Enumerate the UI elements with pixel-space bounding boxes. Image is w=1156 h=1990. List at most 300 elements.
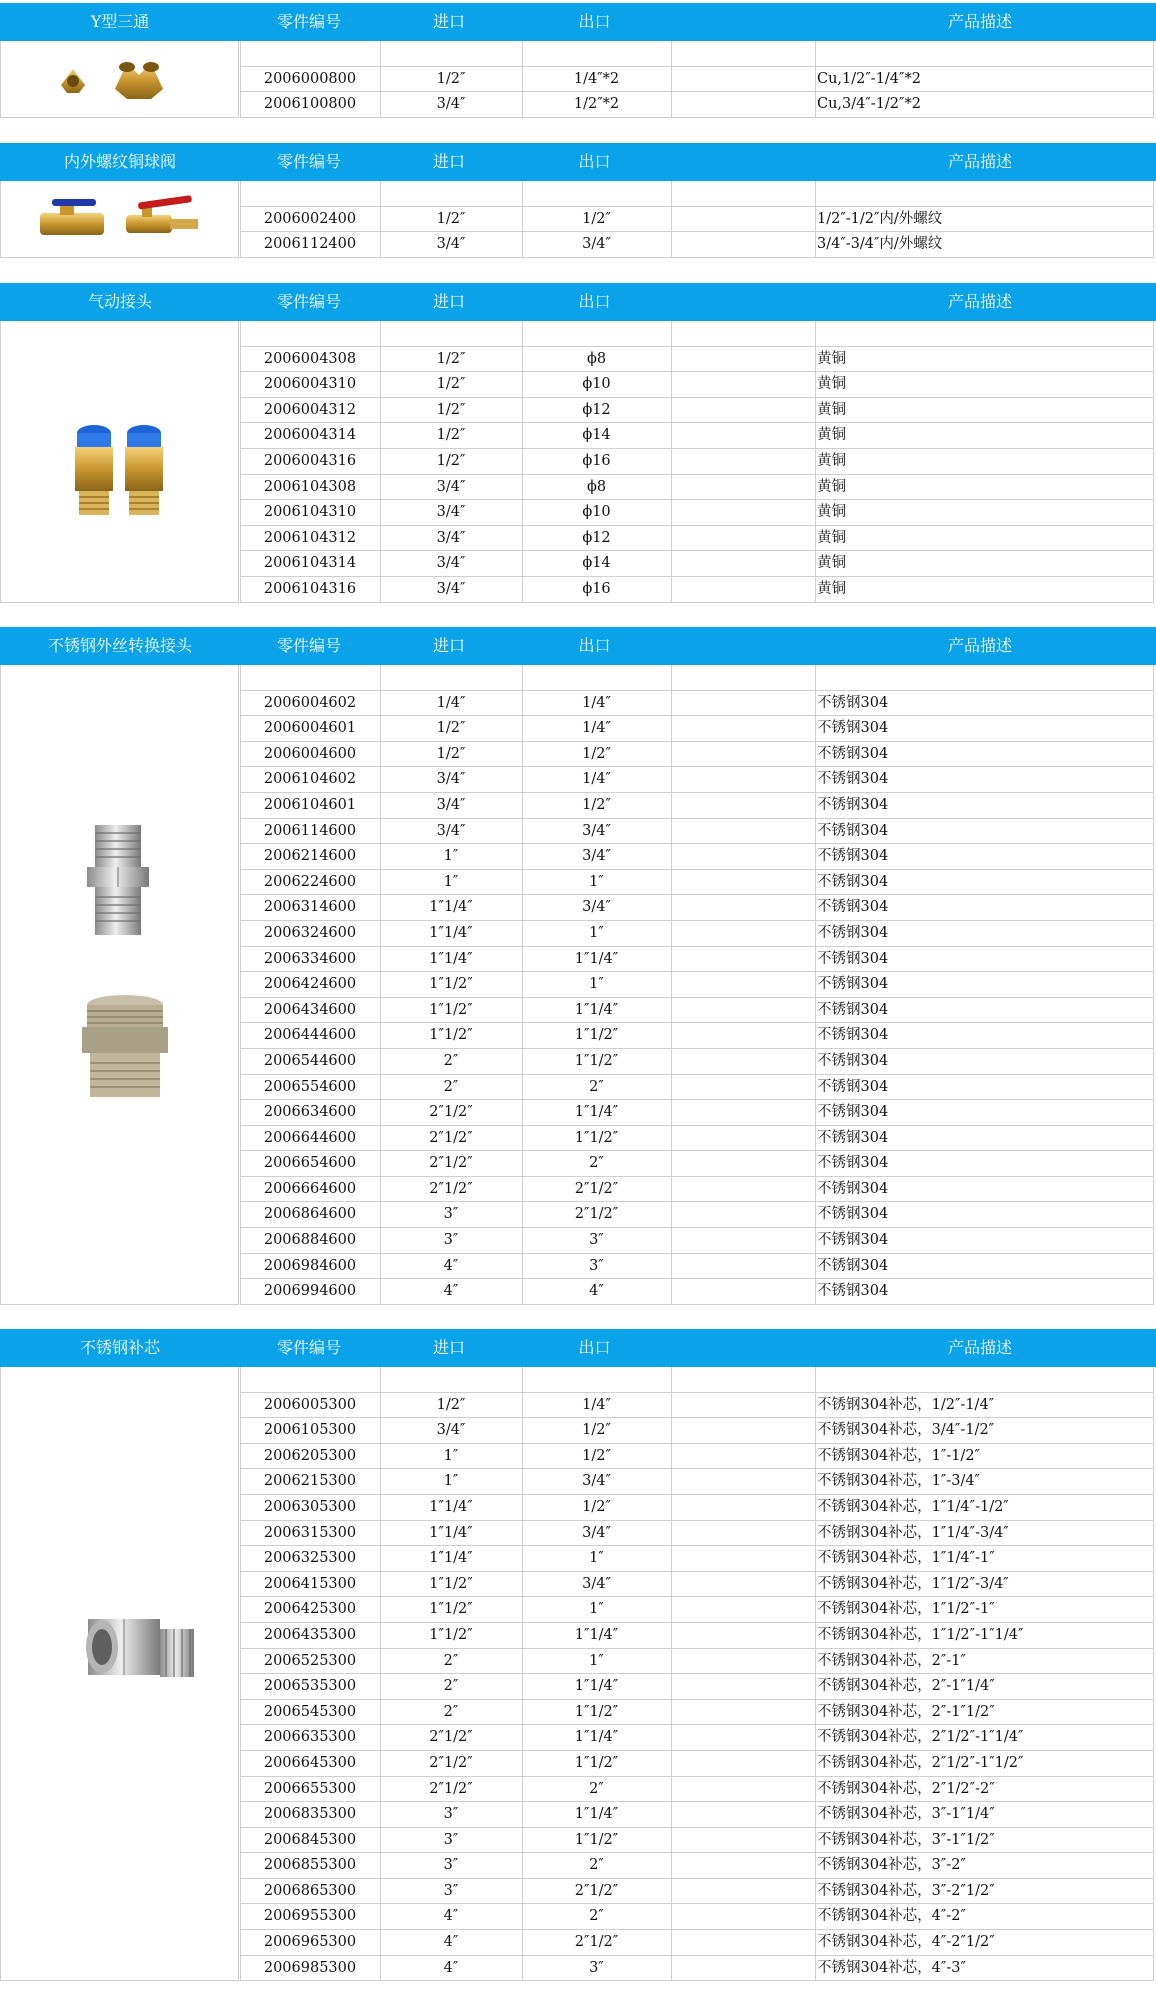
product-description: 不锈钢304 [817, 796, 889, 813]
product-description: 不锈钢304补芯，4″-2″1/2″ [817, 1934, 995, 1951]
category-title: 气动接头 [87, 292, 152, 311]
part-number: 2006004310 [263, 376, 357, 393]
outlet-size: 2″1/2″ [574, 1180, 619, 1197]
table-row [241, 1177, 1153, 1203]
outlet-size: 1″1/2″ [574, 1129, 619, 1146]
inlet-size: 2″ [443, 1652, 459, 1669]
inlet-size: 4″ [443, 1257, 459, 1274]
table-row [241, 1930, 1153, 1956]
inlet-size: 2″ [443, 1052, 459, 1069]
outlet-size: 3/4″ [582, 899, 611, 916]
inlet-size: 1″1/4″ [429, 1550, 473, 1567]
table-row [241, 551, 1153, 577]
part-number: 2006104310 [263, 504, 357, 521]
product-description: 不锈钢304 [817, 1206, 889, 1223]
part-number: 2006005300 [263, 1396, 357, 1413]
product-description: 不锈钢304 [817, 1232, 889, 1249]
table-row [241, 793, 1153, 819]
inlet-size: 1″1/2″ [429, 1001, 473, 1018]
table-row [241, 947, 1153, 973]
outlet-size: ϕ14 [582, 555, 611, 572]
table-row [241, 972, 1153, 998]
inlet-size: 1/2″ [436, 70, 466, 87]
outlet-size: ϕ8 [586, 478, 607, 495]
part-number: 2006000800 [263, 70, 357, 87]
table-row [241, 1546, 1153, 1572]
outlet-size: 1/2″ [582, 1422, 611, 1439]
table-row [241, 526, 1153, 552]
part-number: 2006104316 [263, 580, 357, 597]
product-description: 不锈钢304 [817, 1104, 889, 1121]
part-number: 2006002400 [263, 210, 357, 227]
product-description: 不锈钢304补芯，4″-3″ [817, 1959, 966, 1976]
part-number: 2006325300 [263, 1550, 357, 1567]
header-outlet: 出口 [578, 12, 611, 31]
table-row [241, 475, 1153, 501]
pneumatic-fitting-icon [66, 421, 170, 521]
product-description: 黄铜 [817, 427, 846, 444]
inlet-size: 3/4″ [436, 504, 466, 521]
outlet-size: 1/4″*2 [573, 70, 620, 87]
product-description: 不锈钢304补芯，2″-1″1/4″ [817, 1678, 995, 1695]
empty-row [241, 665, 1153, 691]
product-description: 不锈钢304补芯，2″-1″1/2″ [817, 1703, 995, 1720]
outlet-size: 1″ [589, 976, 604, 993]
header-code: 零件编号 [276, 152, 341, 171]
product-description: 不锈钢304补芯，1″-3/4″ [817, 1473, 980, 1490]
outlet-size: 1″1/4″ [574, 1104, 619, 1121]
table-row [241, 1495, 1153, 1521]
inlet-size: 1/2″ [436, 427, 466, 444]
product-description: 不锈钢304 [817, 745, 889, 762]
inlet-size: 1″1/4″ [429, 950, 473, 967]
header-inlet: 进口 [432, 152, 465, 171]
outlet-size: 1/2″ [582, 796, 611, 813]
part-number: 2006004308 [263, 350, 357, 367]
part-number: 2006315300 [263, 1524, 357, 1541]
part-number: 2006994600 [263, 1283, 357, 1300]
inlet-size: 2″ [443, 1703, 459, 1720]
outlet-size: 3/4″ [582, 1473, 611, 1490]
part-number: 2006004601 [263, 720, 357, 737]
outlet-size: 1″1/4″ [574, 1001, 619, 1018]
inlet-size: 1/2″ [436, 376, 466, 393]
inlet-size: 3″ [443, 1857, 459, 1874]
stainless-bushing-icon [80, 1609, 200, 1705]
outlet-size: 1″ [589, 1550, 604, 1567]
part-number: 2006114600 [263, 822, 357, 839]
part-number: 2006955300 [263, 1908, 357, 1925]
part-number: 2006525300 [263, 1652, 357, 1669]
inlet-size: 1/2″ [436, 745, 466, 762]
product-description: 不锈钢304补芯，2″1/2″-2″ [817, 1780, 995, 1797]
part-number: 2006984600 [263, 1257, 357, 1274]
product-table [240, 181, 1154, 258]
outlet-size: ϕ12 [582, 529, 611, 546]
category-title: 内外螺纹铜球阀 [63, 152, 176, 171]
empty-row [241, 181, 1153, 207]
table-row [241, 1725, 1153, 1751]
table-row [241, 1202, 1153, 1228]
table-row [241, 895, 1153, 921]
inlet-size: 1″1/2″ [429, 1027, 473, 1044]
table-row [241, 1649, 1153, 1675]
inlet-size: 1/2″ [436, 1396, 466, 1413]
category-title: 不锈钢补芯 [79, 1338, 160, 1357]
outlet-size: 3″ [589, 1232, 604, 1249]
outlet-size: 1/4″ [582, 771, 611, 788]
inlet-size: 3/4″ [436, 822, 466, 839]
table-row [241, 1828, 1153, 1854]
product-description: 不锈钢304补芯，1″1/2″-1″1/4″ [817, 1626, 1024, 1643]
product-description: 不锈钢304补芯，1″1/4″-1″ [817, 1550, 995, 1567]
table-row [241, 1956, 1153, 1982]
table-row [241, 1049, 1153, 1075]
outlet-size: 2″ [589, 1908, 604, 1925]
product-description: Cu,1/2″-1/4″*2 [817, 70, 921, 87]
section-header [0, 1329, 1156, 1367]
header-outlet: 出口 [578, 1338, 611, 1357]
part-number: 2006214600 [263, 848, 357, 865]
part-number: 2006635300 [263, 1729, 357, 1746]
product-description: 不锈钢304 [817, 1155, 889, 1172]
outlet-size: 1/2″ [582, 1447, 611, 1464]
inlet-size: 1″ [443, 848, 459, 865]
inlet-size: 4″ [443, 1934, 459, 1951]
inlet-size: 3/4″ [436, 555, 466, 572]
outlet-size: 1″1/4″ [574, 1626, 619, 1643]
product-description: 不锈钢304 [817, 1129, 889, 1146]
outlet-size: ϕ16 [582, 580, 611, 597]
outlet-size: 1″1/4″ [574, 1806, 619, 1823]
table-row [241, 577, 1153, 603]
inlet-size: 1″1/2″ [429, 1601, 473, 1618]
table-row [241, 819, 1153, 845]
product-description: 不锈钢304 [817, 694, 889, 711]
product-description: 不锈钢304 [817, 1180, 889, 1197]
table-row [241, 716, 1153, 742]
product-description: 不锈钢304 [817, 873, 889, 890]
outlet-size: 1/2″ [582, 1498, 611, 1515]
outlet-size: 2″1/2″ [574, 1882, 619, 1899]
table-row [241, 1623, 1153, 1649]
product-description: 不锈钢304补芯，2″1/2″-1″1/2″ [817, 1754, 1024, 1771]
inlet-size: 3/4″ [436, 796, 466, 813]
table-row [241, 1879, 1153, 1905]
inlet-size: 3/4″ [436, 529, 466, 546]
product-description: 不锈钢304补芯，1″1/2″-1″ [817, 1601, 995, 1618]
part-number: 2006654600 [263, 1155, 357, 1172]
inlet-size: 3″ [443, 1232, 459, 1249]
inlet-size: 4″ [443, 1959, 459, 1976]
inlet-size: 3/4″ [436, 580, 466, 597]
outlet-size: 2″1/2″ [574, 1206, 619, 1223]
inlet-size: 1″1/4″ [429, 924, 473, 941]
outlet-size: 1″1/4″ [574, 950, 619, 967]
empty-row [241, 41, 1153, 67]
header-inlet: 进口 [432, 12, 465, 31]
header-desc: 产品描述 [947, 1338, 1012, 1357]
table-row [241, 1469, 1153, 1495]
outlet-size: 1″1/2″ [574, 1831, 619, 1848]
header-inlet: 进口 [432, 636, 465, 655]
table-row [241, 67, 1153, 93]
inlet-size: 4″ [443, 1283, 459, 1300]
table-row [241, 232, 1153, 258]
header-code: 零件编号 [276, 636, 341, 655]
product-description: 不锈钢304 [817, 899, 889, 916]
table-row [241, 1100, 1153, 1126]
table-row [241, 92, 1153, 118]
part-number: 2006845300 [263, 1831, 357, 1848]
stainless-hex-nipple-icon [83, 825, 153, 937]
part-number: 2006645300 [263, 1754, 357, 1771]
inlet-size: 1/2″ [436, 452, 466, 469]
inlet-size: 1/2″ [436, 350, 466, 367]
part-number: 2006004314 [263, 427, 357, 444]
table-row [241, 347, 1153, 373]
product-description: 不锈钢304补芯，3/4″-1/2″ [817, 1422, 995, 1439]
part-number: 2006835300 [263, 1806, 357, 1823]
part-number: 2006865300 [263, 1882, 357, 1899]
product-description: 3/4″-3/4″内/外螺纹 [817, 236, 943, 253]
product-description: 1/2″-1/2″内/外螺纹 [817, 210, 943, 227]
product-description: 黄铜 [817, 401, 846, 418]
part-number: 2006855300 [263, 1857, 357, 1874]
product-table [240, 665, 1154, 1305]
part-number: 2006655300 [263, 1780, 357, 1797]
product-description: 不锈钢304 [817, 1027, 889, 1044]
table-row [241, 1075, 1153, 1101]
inlet-size: 1″1/4″ [429, 1498, 473, 1515]
part-number: 2006112400 [263, 236, 357, 253]
section-header [0, 143, 1156, 181]
table-row [241, 1853, 1153, 1879]
table-row [241, 1904, 1153, 1930]
product-description: 黄铜 [817, 376, 846, 393]
inlet-size: 3″ [443, 1206, 459, 1223]
table-row [241, 1700, 1153, 1726]
part-number: 2006444600 [263, 1027, 357, 1044]
outlet-size: 3/4″ [582, 1524, 611, 1541]
outlet-size: 1″1/2″ [574, 1754, 619, 1771]
product-description: 不锈钢304补芯，2″1/2″-1″1/4″ [817, 1729, 1024, 1746]
table-row [241, 1751, 1153, 1777]
stainless-hex-nipple-icon [80, 995, 170, 1099]
header-inlet: 进口 [432, 1338, 465, 1357]
inlet-size: 1″1/2″ [429, 976, 473, 993]
product-description: 黄铜 [817, 350, 846, 367]
outlet-size: 1/4″ [582, 694, 611, 711]
table-row [241, 1444, 1153, 1470]
part-number: 2006545300 [263, 1703, 357, 1720]
outlet-size: 2″ [589, 1780, 604, 1797]
product-description: 不锈钢304补芯，1″-1/2″ [817, 1447, 980, 1464]
product-image-cell [0, 665, 239, 1305]
inlet-size: 1/2″ [436, 720, 466, 737]
product-description: 不锈钢304补芯，2″-1″ [817, 1652, 966, 1669]
part-number: 2006215300 [263, 1473, 357, 1490]
inlet-size: 2″1/2″ [429, 1155, 473, 1172]
table-row [241, 372, 1153, 398]
table-row [241, 1228, 1153, 1254]
inlet-size: 2″1/2″ [429, 1180, 473, 1197]
part-number: 2006884600 [263, 1232, 357, 1249]
table-row [241, 742, 1153, 768]
product-description: 不锈钢304 [817, 822, 889, 839]
product-description: 黄铜 [817, 580, 846, 597]
inlet-size: 3/4″ [436, 96, 466, 113]
section-header [0, 3, 1156, 41]
section-header [0, 283, 1156, 321]
table-row [241, 398, 1153, 424]
product-description: 不锈钢304 [817, 1257, 889, 1274]
product-description: 不锈钢304 [817, 976, 889, 993]
part-number: 2006985300 [263, 1959, 357, 1976]
category-title: Y型三通 [90, 12, 150, 31]
table-row [241, 691, 1153, 717]
table-row [241, 1521, 1153, 1547]
outlet-size: 3″ [589, 1959, 604, 1976]
part-number: 2006314600 [263, 899, 357, 916]
product-description: 黄铜 [817, 555, 846, 572]
inlet-size: 1″ [443, 1473, 459, 1490]
outlet-size: 1″ [589, 924, 604, 941]
inlet-size: 2″1/2″ [429, 1104, 473, 1121]
product-table [240, 321, 1154, 603]
part-number: 2006435300 [263, 1626, 357, 1643]
table-row [241, 207, 1153, 233]
outlet-size: 2″ [589, 1857, 604, 1874]
table-row [241, 500, 1153, 526]
outlet-size: 3/4″ [582, 848, 611, 865]
product-description: 不锈钢304补芯，3″-1″1/4″ [817, 1806, 995, 1823]
table-row [241, 1597, 1153, 1623]
outlet-size: 2″ [589, 1078, 604, 1095]
product-description: 不锈钢304补芯，4″-2″ [817, 1908, 966, 1925]
outlet-size: 1″1/4″ [574, 1678, 619, 1695]
inlet-size: 1/2″ [436, 401, 466, 418]
part-number: 2006965300 [263, 1934, 357, 1951]
inlet-size: 1/2″ [436, 210, 466, 227]
product-description: 黄铜 [817, 529, 846, 546]
table-row [241, 423, 1153, 449]
part-number: 2006425300 [263, 1601, 357, 1618]
table-row [241, 1254, 1153, 1280]
header-desc: 产品描述 [947, 636, 1012, 655]
outlet-size: 1/2″ [582, 745, 611, 762]
empty-row [241, 321, 1153, 347]
part-number: 2006535300 [263, 1678, 357, 1695]
brass-y-tee-icon [55, 55, 185, 105]
header-inlet: 进口 [432, 292, 465, 311]
header-code: 零件编号 [276, 1338, 341, 1357]
inlet-size: 3/4″ [436, 771, 466, 788]
inlet-size: 4″ [443, 1908, 459, 1925]
table-row [241, 1674, 1153, 1700]
outlet-size: ϕ10 [582, 504, 611, 521]
part-number: 2006104308 [263, 478, 357, 495]
product-description: 不锈钢304 [817, 1001, 889, 1018]
outlet-size: 1/2″ [582, 210, 611, 227]
inlet-size: 3″ [443, 1882, 459, 1899]
part-number: 2006864600 [263, 1206, 357, 1223]
product-description: 不锈钢304补芯，1″1/4″-3/4″ [817, 1524, 1009, 1541]
product-description: 不锈钢304补芯，3″-1″1/2″ [817, 1831, 995, 1848]
outlet-size: 2″1/2″ [574, 1934, 619, 1951]
brass-ball-valve-icon [34, 191, 204, 243]
outlet-size: 1″1/4″ [574, 1729, 619, 1746]
table-row [241, 1572, 1153, 1598]
table-row [241, 921, 1153, 947]
header-code: 零件编号 [276, 292, 341, 311]
inlet-size: 2″ [443, 1678, 459, 1695]
part-number: 2006434600 [263, 1001, 357, 1018]
table-row [241, 449, 1153, 475]
header-outlet: 出口 [578, 292, 611, 311]
header-outlet: 出口 [578, 636, 611, 655]
header-desc: 产品描述 [947, 152, 1012, 171]
inlet-size: 1″1/4″ [429, 899, 473, 916]
part-number: 2006104314 [263, 555, 357, 572]
product-description: 不锈钢304 [817, 950, 889, 967]
part-number: 2006554600 [263, 1078, 357, 1095]
part-number: 2006104602 [263, 771, 357, 788]
part-number: 2006004600 [263, 745, 357, 762]
part-number: 2006644600 [263, 1129, 357, 1146]
product-description: 黄铜 [817, 478, 846, 495]
inlet-size: 2″1/2″ [429, 1129, 473, 1146]
outlet-size: ϕ12 [582, 401, 611, 418]
part-number: 2006334600 [263, 950, 357, 967]
product-description: 不锈钢304 [817, 720, 889, 737]
outlet-size: 1/2″*2 [573, 96, 620, 113]
header-desc: 产品描述 [947, 292, 1012, 311]
part-number: 2006004312 [263, 401, 357, 418]
table-row [241, 1023, 1153, 1049]
table-row [241, 1802, 1153, 1828]
header-code: 零件编号 [276, 12, 341, 31]
inlet-size: 3/4″ [436, 236, 466, 253]
inlet-size: 2″1/2″ [429, 1729, 473, 1746]
product-description: 不锈钢304补芯，1/2″-1/4″ [817, 1396, 995, 1413]
product-description: 不锈钢304 [817, 1078, 889, 1095]
outlet-size: 1″ [589, 1601, 604, 1618]
outlet-size: 3/4″ [582, 1575, 611, 1592]
outlet-size: 1/4″ [582, 720, 611, 737]
outlet-size: ϕ14 [582, 427, 611, 444]
part-number: 2006324600 [263, 924, 357, 941]
table-row [241, 998, 1153, 1024]
table-row [241, 1393, 1153, 1419]
product-description: 不锈钢304 [817, 771, 889, 788]
product-table [240, 41, 1154, 118]
outlet-size: 1″ [589, 873, 604, 890]
table-row [241, 870, 1153, 896]
outlet-size: ϕ16 [582, 452, 611, 469]
header-outlet: 出口 [578, 152, 611, 171]
inlet-size: 1″1/2″ [429, 1626, 473, 1643]
inlet-size: 2″ [443, 1078, 459, 1095]
part-number: 2006224600 [263, 873, 357, 890]
product-description: 黄铜 [817, 504, 846, 521]
product-table [240, 1367, 1154, 1981]
outlet-size: 4″ [589, 1283, 604, 1300]
inlet-size: 3″ [443, 1806, 459, 1823]
table-row [241, 1126, 1153, 1152]
product-description: 不锈钢304 [817, 924, 889, 941]
outlet-size: 3/4″ [582, 236, 611, 253]
